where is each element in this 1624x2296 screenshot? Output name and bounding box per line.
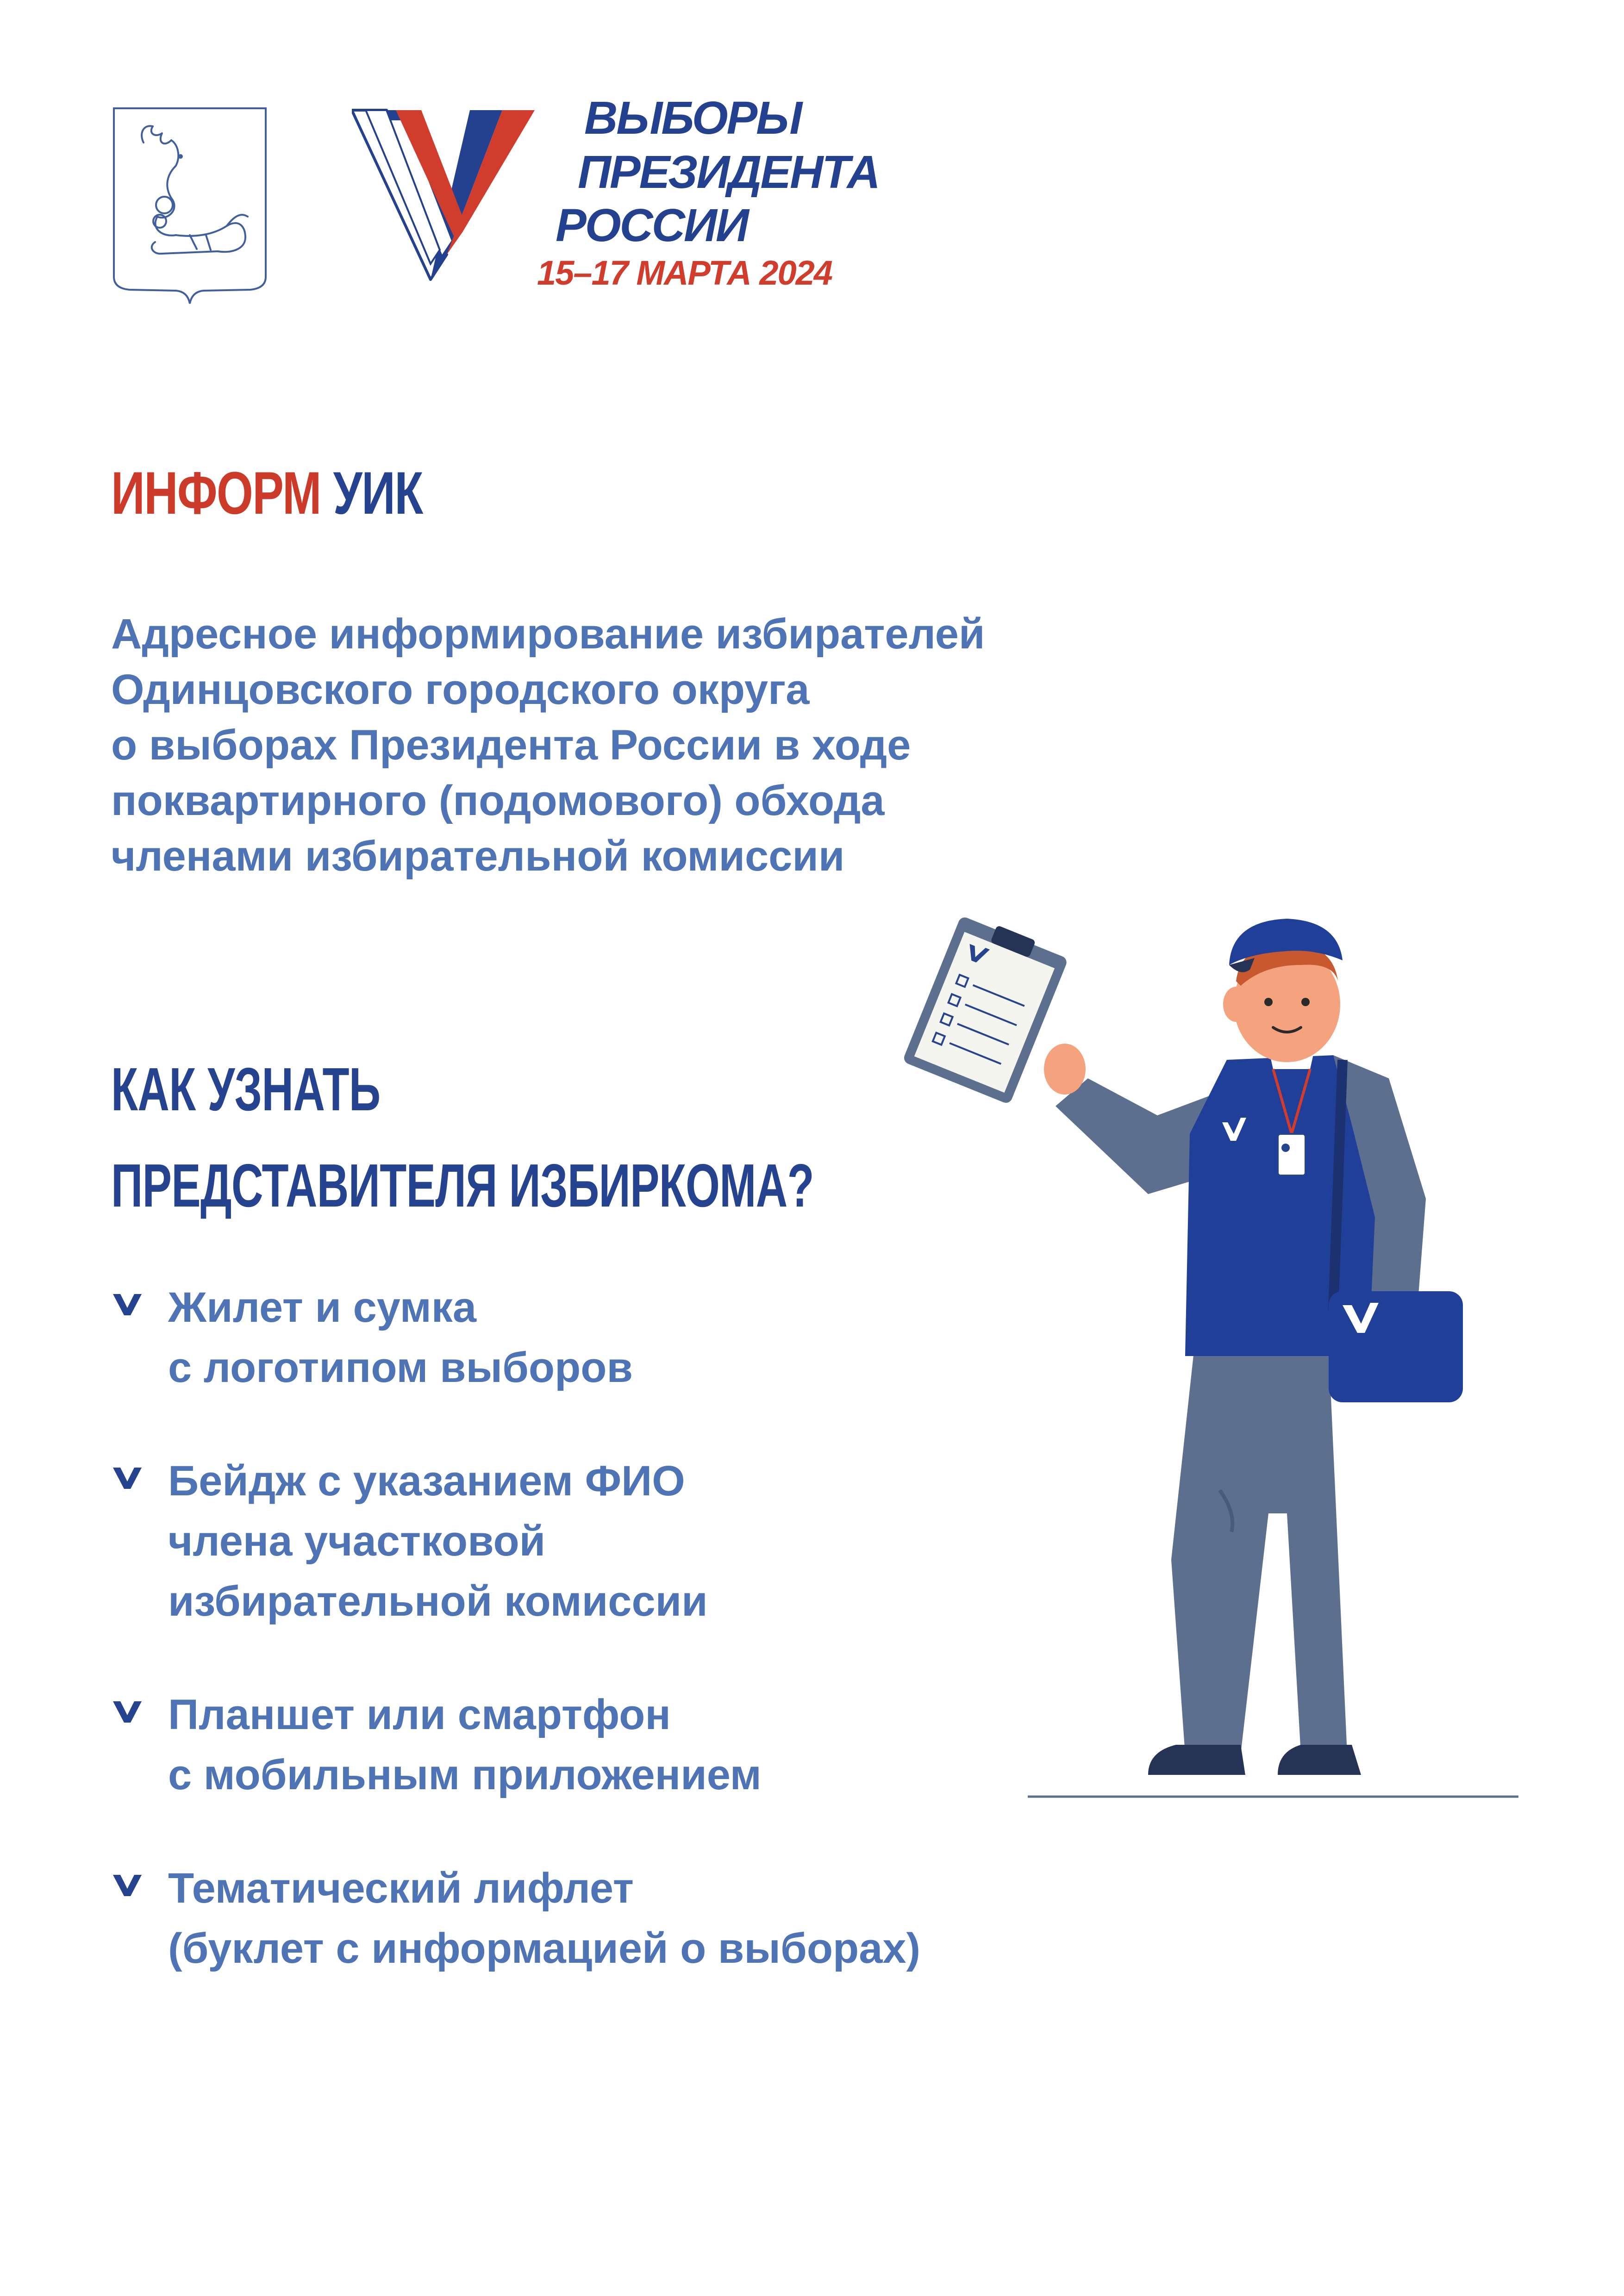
check-mark-icon	[111, 1464, 144, 1492]
commission-member-illustration	[870, 865, 1537, 1810]
question-line: КАК УЗНАТЬ	[111, 1055, 381, 1123]
check-mark-icon	[111, 1871, 144, 1899]
check-mark-icon	[111, 1698, 144, 1725]
question-line: ПРЕДСТАВИТЕЛЯ ИЗБИРКОМА?	[111, 1151, 814, 1220]
intro-paragraph	[111, 606, 1222, 884]
election-logo-line: ВЫБОРЫ	[584, 92, 801, 144]
intro-line: поквартирного (подомового) обхода	[111, 777, 885, 824]
list-item-text: Жилет и сумка с логотипом выборов	[168, 1284, 633, 1391]
list-item-text: Тематический лифлет (буклет с информацией о выборах)	[168, 1865, 921, 1972]
uik-label: УИК	[333, 459, 423, 527]
intro-line: Адресное информирование избирателей	[111, 610, 985, 658]
question-heading	[111, 1041, 814, 1234]
election-logo-line: РОССИИ	[556, 199, 748, 251]
inform-label: ИНФОРМ	[111, 459, 321, 527]
intro-line: о выборах Президента России в ходе	[111, 722, 911, 769]
election-date: 15–17 МАРТА 2024	[537, 254, 832, 292]
intro-line: членами избирательной комиссии	[111, 833, 845, 880]
coat-of-arms-icon	[111, 106, 269, 305]
inform-uik-heading	[111, 460, 423, 525]
check-mark-icon	[111, 1290, 144, 1318]
list-item-text: Бейдж с указанием ФИО члена участковой избирательной комиссии	[168, 1457, 708, 1625]
list-item-text: Планшет или смартфон с мобильным приложением	[168, 1691, 762, 1798]
election-logo-line: ПРЕЗИДЕНТА	[578, 146, 879, 198]
intro-line: Одинцовского городского округа	[111, 666, 810, 713]
